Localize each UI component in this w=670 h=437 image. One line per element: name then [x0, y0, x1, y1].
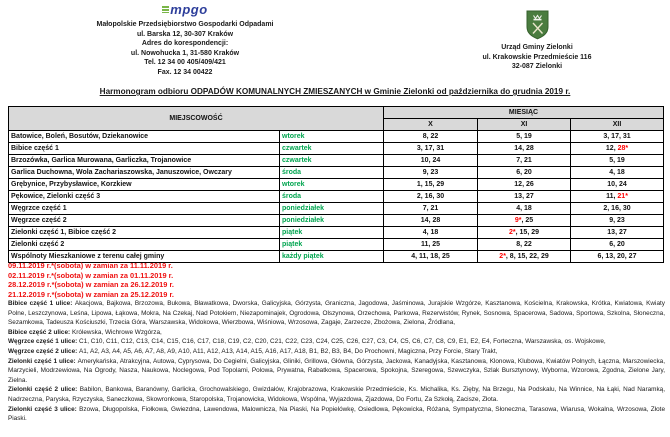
table-row: [9, 155, 664, 167]
locality-column-header: MIEJSCOWOŚĆ: [9, 107, 384, 131]
dates-cell: [384, 179, 478, 191]
note-line: 02.11.2019 r.*(sobota) w zamian za 01.11.2019 r.: [8, 270, 174, 280]
regular-date: 12,: [605, 144, 618, 152]
dates-cell: [478, 167, 571, 179]
dates-cell: [571, 191, 664, 203]
weekday-cell: środa: [280, 167, 384, 179]
dates-cell: [478, 203, 571, 215]
weekday-cell: czwartek: [280, 155, 384, 167]
dates-cell: [478, 179, 571, 191]
street-paragraph: [8, 299, 665, 328]
regular-date: 10, 24: [607, 180, 627, 188]
dates-cell: [571, 239, 664, 251]
street-area-label: Bibice część 1 ulice:: [8, 300, 75, 307]
regular-date: 3, 17, 31: [416, 144, 445, 152]
locality-cell: Grębynice, Przybysławice, Korzkiew: [9, 179, 280, 191]
regular-date: 6, 20: [516, 168, 532, 176]
street-paragraph: [8, 347, 665, 357]
month-group-header: MIESIĄC: [384, 107, 664, 119]
regular-date: 2, 16, 30: [416, 192, 445, 200]
regular-date: 7, 21: [516, 156, 532, 164]
street-paragraph: [8, 405, 665, 424]
regular-date: 8, 22: [422, 132, 439, 140]
weekday-cell: każdy piątek: [280, 251, 384, 263]
substitution-notes: [8, 261, 174, 300]
regular-date: 12, 26: [514, 180, 534, 188]
substitute-date: 28*: [617, 144, 629, 152]
street-names: Amerykańska, Atrakcyjna, Autowa, Cyprysowa, Do Cegielni, Galicyjska, Gliniki, Grillowa, Główna, Górzysta, Jackowa, Kanadyjska, Kasztanowa, Klonowa, Klubowa, Kwiatów Polnych, Łączna, Marszowiecka, Marzycieli, Modrzewiowa, Na Ogrody, Nasza, Naukowa, Noclegowa, Pod Topolami, Polowa, Prywatna, Rabatkowa, Spacerowa, Spokojna, Szeregowa, Szewczyka, Szlak Bursztynowy, Wyborna, Wzorowa, Zgodna, Zielone Jary, Zielna.: [8, 357, 665, 384]
regular-date: 8, 22: [516, 240, 532, 248]
street-area-label: Bibice część 2 ulice:: [8, 328, 72, 336]
table-row: [9, 179, 664, 191]
weekday-cell: czwartek: [280, 143, 384, 155]
zielonki-coat-of-arms-icon: [442, 10, 632, 43]
street-paragraph: [8, 385, 665, 404]
month-column-header-november: XI: [478, 119, 571, 131]
dates-cell: [384, 143, 478, 155]
dates-cell: [478, 227, 571, 239]
regular-date: 5, 19: [609, 156, 625, 164]
regular-date: 4, 18: [516, 204, 532, 212]
dates-cell: [384, 131, 478, 143]
street-names: Babilon, Bankowa, Baranówny, Garlicka, Grochowalskiego, Gwizdałów, Krajobrazowa, Krakowskie Przedmieście, Ks. Michalika, Ks. Zięby, Na Brzegu, Na Podskalu, Na Winnice, Na Łąki, Nad Naramką, Nadrzeczna, Paryska, Rzyczyska, Saneczkowa, Skowronkowa, Staropolska, Trojanowicka, Widokowa, Wspólna, Wyjazdowa, Zjazdowa, Do Fortu, Za Szkołą, Zacisze, Złota.: [8, 386, 666, 403]
regular-date: 10, 24: [420, 156, 441, 164]
table-row: [9, 227, 664, 239]
street-names: Królewska, Wichrowe Wzgórza,: [71, 328, 162, 336]
regular-date: 11, 25: [420, 240, 441, 248]
table-row: [9, 239, 664, 251]
substitute-date: 2*: [509, 228, 516, 236]
table-row: [9, 131, 664, 143]
table-row: [9, 215, 664, 227]
regular-date: 9, 23: [609, 216, 625, 224]
street-area-label: Węgrzce część 2 ulice:: [8, 347, 80, 355]
street-names: Bzowa, Długopolska, Fiołkowa, Gwiezdna, Lawendowa, Malownicza, Na Piaski, Na Popielówkę, Osiedlowa, Pękowicka, Różana, Sympatyczna, Słoneczna, Tarasowa, Wiarusa, Wokalna, Wrzosowa, Złote Piaski.: [8, 405, 665, 423]
dates-cell: [384, 203, 478, 215]
office-header: [442, 10, 632, 72]
dates-cell: [478, 155, 571, 167]
dates-cell: [478, 191, 571, 203]
dates-cell: [571, 143, 664, 155]
company-phone: Tel. 12 34 00 405/409/421: [144, 59, 226, 67]
regular-date: 14, 28: [514, 144, 534, 152]
regular-date: 11,: [606, 192, 618, 200]
dates-cell: [571, 215, 664, 227]
locality-cell: Bibice część 1: [9, 143, 280, 155]
office-city: 32-087 Zielonki: [511, 63, 563, 71]
dates-cell: [571, 179, 664, 191]
dates-cell: [384, 191, 478, 203]
dates-cell: [571, 203, 664, 215]
table-row: [9, 167, 664, 179]
dates-cell: [478, 143, 571, 155]
regular-date: 1, 15, 29: [416, 180, 445, 188]
dates-cell: [571, 155, 664, 167]
regular-date: 6, 13, 20, 27: [597, 252, 637, 260]
table-row: [9, 143, 664, 155]
substitute-date: 9*: [514, 216, 522, 224]
regular-date: 7, 21: [422, 204, 439, 212]
table-row: [9, 203, 664, 215]
weekday-cell: poniedziałek: [280, 215, 384, 227]
locality-cell: Pękowice, Zielonki część 3: [9, 191, 280, 203]
regular-date: , 8, 15, 22, 29: [505, 252, 549, 260]
regular-date: 13, 27: [514, 192, 534, 200]
dates-cell: [384, 215, 478, 227]
company-corr-address: ul. Nowohucka 1, 31-580 Kraków: [130, 49, 240, 57]
mpgo-logo: [28, 2, 342, 19]
regular-date: 4, 11, 18, 25: [411, 252, 450, 260]
street-area-label: Zielonki część 3 ulice:: [8, 405, 80, 413]
regular-date: 6, 20: [609, 240, 625, 248]
month-column-header-december: XII: [571, 119, 664, 131]
company-corr-label: Adres do korespondencji:: [141, 40, 229, 48]
locality-cell: Węgrzce część 1: [9, 203, 280, 215]
regular-date: , 25: [521, 216, 534, 224]
locality-cell: Garlica Duchowna, Wola Zachariaszowska, Januszowice, Owczary: [9, 167, 280, 179]
weekday-cell: poniedziałek: [280, 203, 384, 215]
substitute-date: 2*: [499, 252, 506, 260]
regular-date: 14, 28: [420, 216, 441, 224]
dates-cell: [571, 227, 664, 239]
locality-cell: Batowice, Boleń, Bosutów, Dziekanowice: [9, 131, 280, 143]
locality-cell: Wspólnoty Mieszkaniowe z terenu całej gminy: [9, 251, 280, 263]
schedule-rows: [9, 131, 664, 263]
dates-cell: [571, 131, 664, 143]
weekday-cell: piątek: [280, 239, 384, 251]
office-name: Urząd Gminy Zielonki: [501, 44, 573, 51]
street-area-label: Zielonki część 2 ulice:: [8, 386, 80, 394]
dates-cell: [384, 227, 478, 239]
dates-cell: [478, 239, 571, 251]
table-header-row-1: [9, 107, 664, 119]
regular-date: 9, 23: [422, 168, 439, 176]
schedule-table: [8, 106, 664, 263]
street-lists: [8, 299, 665, 424]
dates-cell: [571, 251, 664, 263]
locality-cell: Węgrzce część 2: [9, 215, 280, 227]
table-row: [9, 191, 664, 203]
weekday-cell: piątek: [280, 227, 384, 239]
regular-date: 5, 19: [516, 132, 532, 140]
company-header: [28, 2, 342, 78]
company-name: Małopolskie Przedsiębiorstwo Gospodarki Odpadami: [96, 21, 274, 28]
dates-cell: [384, 251, 478, 263]
street-paragraph: [8, 337, 665, 347]
regular-date: 3, 17, 31: [603, 132, 631, 140]
regular-date: , 15, 29: [515, 228, 539, 236]
mpgo-logo-text: mpgo: [170, 2, 208, 17]
regular-date: 13, 27: [607, 228, 627, 236]
regular-date: 2, 16, 30: [603, 204, 631, 212]
locality-cell: Zielonki część 1, Bibice część 2: [9, 227, 280, 239]
regular-date: 4, 18: [609, 168, 625, 176]
street-names: A1, A2, A3, A4, A5, A6, A7, A8, A9, A10, A11, A12, A13, A14, A15, A16, A17, A18, B1, B2, B3, B4, Do Prochowni, Magiczna, Przy Forcie, Stary Trakt,: [79, 347, 498, 355]
locality-cell: Zielonki część 2: [9, 239, 280, 251]
company-fax: Fax. 12 34 00422: [157, 68, 213, 76]
weekday-cell: wtorek: [280, 131, 384, 143]
note-line: 28.12.2019 r.*(sobota) w zamian za 26.12.2019 r.: [8, 280, 174, 290]
dates-cell: [384, 239, 478, 251]
weekday-cell: środa: [280, 191, 384, 203]
note-line: 21.12.2019 r.*(sobota) w zamian za 25.12.2019 r.: [8, 290, 174, 300]
dates-cell: [478, 251, 571, 263]
office-address: ul. Krakowskie Przedmieście 116: [482, 53, 592, 61]
street-area-label: Węgrzce część 1 ulice:: [8, 338, 80, 346]
dates-cell: [478, 215, 571, 227]
street-paragraph: [8, 357, 665, 386]
company-address: ul. Barska 12, 30-307 Kraków: [136, 30, 234, 38]
month-column-header-october: X: [384, 119, 478, 131]
street-paragraph: [8, 328, 665, 338]
dates-cell: [571, 167, 664, 179]
note-line: 09.11.2019 r.*(sobota) w zamian za 11.11.2019 r.: [8, 261, 173, 270]
regular-date: 4, 18: [422, 228, 439, 236]
street-names: C1, C10, C11, C12, C13, C14, C15, C16, C17, C18, C19, C2, C20, C21, C22, C23, C24, C25, C26, C27, C3, C4, C5, C6, C7, C8, C9, E1, E2, E4, Forteczna, Warszawska, os. Wojskowe,: [79, 338, 606, 346]
street-names: Akacjowa, Bajkowa, Brzozowa, Bukowa, Bławatkowa, Dworska, Galicyjska, Górzysta, Graniczna, Jagodowa, Jaśminowa, Jurajskie Wzgórze, Kasztanowa, Kościelna, Krakowska, Krótka, Kwiatowa, Kwiaty Polne, Leszczynowa, Leśna, Lipowa, Łąkowa, Mokra, Na Czekaj, Nad Potokiem, Niezapominajek, Ogrodowa, Olszynowa, Orzechowa, Parkowa, Rezerwistów, Rynek, Sosnowa, Spacerowa, Sadowa, Sportowa, Szkolna, Słoneczna, Sezamkowa, Tadeusza Kościuszki, Trzecia Góra, Warszawska, Widokowa, Wierzbowa, Wiśniowa, Wrzosowa, Zagaje, Zarzecze, Zbożowa, Zielona, Źródlana,: [8, 300, 665, 327]
dates-cell: [478, 131, 571, 143]
substitute-date: 21*: [617, 192, 628, 200]
street-area-label: Zielonki część 1 ulice:: [8, 357, 78, 365]
weekday-cell: wtorek: [280, 179, 384, 191]
dates-cell: [384, 155, 478, 167]
mpgo-logo-icon: [162, 6, 169, 13]
locality-cell: Brzozówka, Garlica Murowana, Garliczka, Trojanowice: [9, 155, 280, 167]
dates-cell: [384, 167, 478, 179]
page-title: Harmonogram odbioru ODPADÓW KOMUNALNYCH ZMIESZANYCH w Gminie Zielonki od października do grudnia 2019 r.: [99, 87, 571, 96]
